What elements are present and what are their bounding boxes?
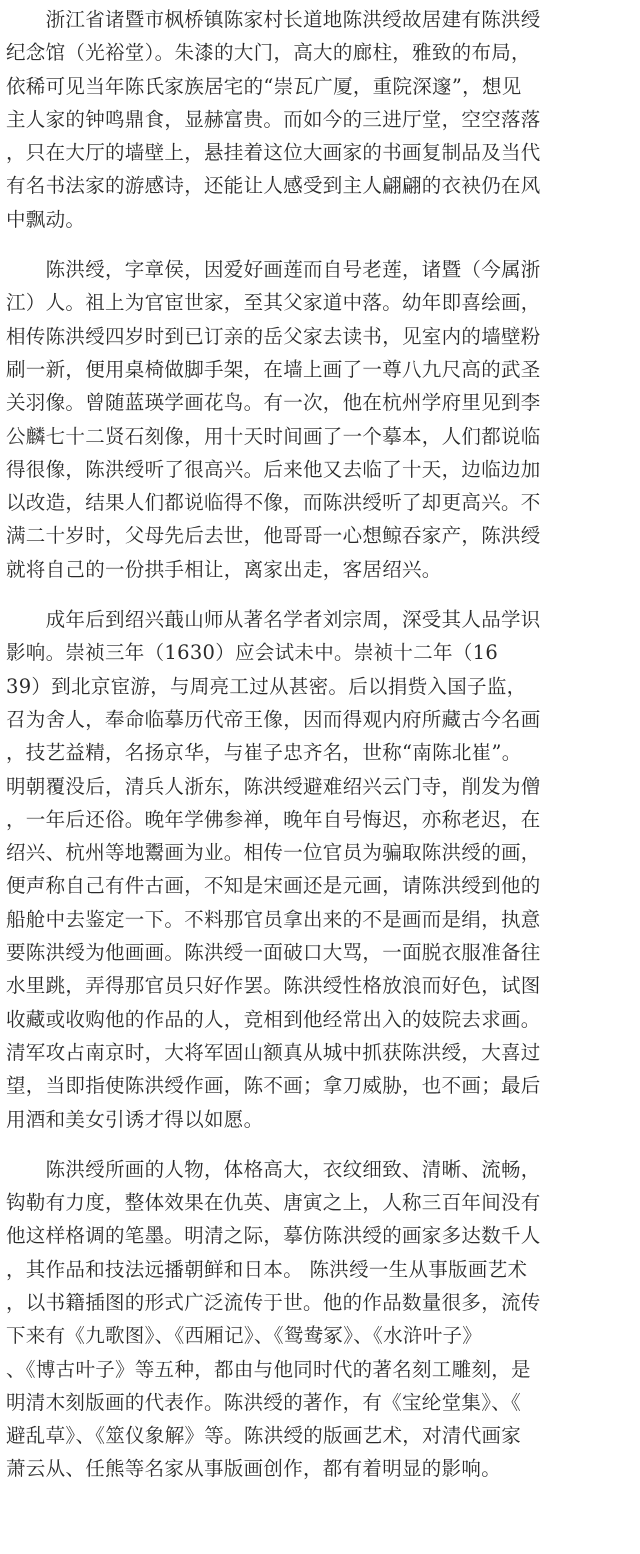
text-line: 清军攻占南京时，大将军固山额真从城中抓获陈洪绶，大喜过 bbox=[6, 1040, 541, 1064]
paragraph-biography bbox=[6, 253, 634, 586]
text-line: 绍兴、杭州等地鬻画为业。相传一位官员为骗取陈洪绶的画， bbox=[6, 841, 541, 865]
text-line: 关羽像。曾随蓝瑛学画花鸟。有一次，他在杭州学府里见到李 bbox=[6, 391, 541, 415]
text-line: 刷一新，便用桌椅做脚手架，在墙上画了一尊八九尺高的武圣 bbox=[6, 357, 541, 381]
text-line: 纪念馆（光裕堂）。朱漆的大门，高大的廊柱，雅致的布局， bbox=[6, 41, 531, 65]
text-line: 望，当即指使陈洪绶作画，陈不画；拿刀威胁，也不画；最后 bbox=[6, 1074, 541, 1098]
text-line: 中飘动。 bbox=[6, 207, 86, 231]
text-line: ，以书籍插图的形式广泛流传于世。他的作品数量很多，流传 bbox=[6, 1290, 541, 1314]
text-line: 钩勒有力度，整体效果在仇英、唐寅之上，人称三百年间没有 bbox=[6, 1191, 541, 1215]
text-line: 水里跳，弄得那官员只好作罢。陈洪绶性格放浪而好色，试图 bbox=[6, 974, 541, 998]
text-line: 便声称自己有件古画，不知是宋画还是元画，请陈洪绶到他的 bbox=[6, 874, 541, 898]
text-line: 下来有《九歌图》、《西厢记》、《鸳鸯冢》、《水浒叶子》 bbox=[6, 1324, 483, 1348]
text-line: 浙江省诸暨市枫桥镇陈家村长道地陈洪绶故居建有陈洪绶 bbox=[6, 8, 541, 31]
text-line: 成年后到绍兴蕺山师从著名学者刘宗周，深受其人品学识 bbox=[6, 608, 541, 632]
text-line: 有名书法家的游感诗，还能让人感受到主人翩翩的衣袂仍在风 bbox=[6, 174, 541, 198]
text-line: 影响。崇祯三年（1630）应会试未中。崇祯十二年（16 bbox=[6, 641, 499, 665]
text-line: 萧云从、任熊等名家从事版画创作，都有着明显的影响。 bbox=[6, 1457, 502, 1481]
text-line: 满二十岁时，父母先后去世，他哥哥一心想鲸吞家产，陈洪绶 bbox=[6, 524, 541, 548]
text-line: 就将自己的一份拱手相让，离家出走，客居绍兴。 bbox=[6, 557, 442, 581]
text-line: 相传陈洪绶四岁时到已订亲的岳父家去读书，见室内的墙壁粉 bbox=[6, 324, 541, 348]
text-line: 陈洪绶，字章侯，因爱好画莲而自号老莲，诸暨（今属浙 bbox=[6, 258, 541, 282]
text-line: 江）人。祖上为官宦世家，至其父家道中落。幼年即喜绘画， bbox=[6, 291, 541, 315]
text-line: 船舱中去鉴定一下。不料那官员拿出来的不是画而是绢，执意 bbox=[6, 907, 541, 931]
text-line: 用酒和美女引诱才得以如愿。 bbox=[6, 1107, 264, 1131]
paragraph-intro bbox=[6, 0, 634, 236]
paragraph-legacy bbox=[6, 1153, 634, 1486]
text-line: 避乱草》、《筮仪象解》等。陈洪绶的版画艺术，对清代画家 bbox=[6, 1424, 522, 1448]
paragraph-career bbox=[6, 603, 634, 1136]
text-line: 主人家的钟鸣鼎食，显赫富贵。而如今的三进厅堂，空空落落 bbox=[6, 107, 541, 131]
text-line: 依稀可见当年陈氏家族居宅的“崇瓦广厦，重院深邃”，想见 bbox=[6, 74, 522, 98]
text-line: 公麟七十二贤石刻像，用十天时间画了一个摹本，人们都说临 bbox=[6, 424, 541, 448]
text-line: ，其作品和技法远播朝鲜和日本。 陈洪绶一生从事版画艺术 bbox=[6, 1257, 528, 1281]
text-line: 以改造，结果人们都说临得不像，而陈洪绶听了却更高兴。不 bbox=[6, 491, 541, 515]
text-line: 39）到北京宦游，与周亮工过从甚密。后以捐赀入国子监， bbox=[6, 674, 527, 698]
text-line: ，技艺益精，名扬京华，与崔子忠齐名，世称“南陈北崔”。 bbox=[6, 741, 522, 765]
text-line: 得很像，陈洪绶听了很高兴。后来他又去临了十天，边临边加 bbox=[6, 457, 541, 481]
text-line: ，一年后还俗。晚年学佛参禅，晚年自号悔迟，亦称老迟，在 bbox=[6, 807, 541, 831]
text-line: 他这样格调的笔墨。明清之际，摹仿陈洪绶的画家多达数千人 bbox=[6, 1224, 541, 1248]
text-line: 收藏或收购他的作品的人，竞相到他经常出入的妓院去求画。 bbox=[6, 1007, 541, 1031]
text-line: 明清木刻版画的代表作。陈洪绶的著作，有《宝纶堂集》、《 bbox=[6, 1390, 522, 1414]
text-line: 、《博古叶子》等五种，都由与他同时代的著名刻工雕刻，是 bbox=[6, 1357, 531, 1381]
text-line: 要陈洪绶为他画画。陈洪绶一面破口大骂，一面脱衣服准备往 bbox=[6, 941, 541, 965]
text-line: ，只在大厅的墙壁上，悬挂着这位大画家的书画复制品及当代 bbox=[6, 141, 541, 165]
text-line: 召为舍人，奉命临摹历代帝王像，因而得观内府所藏古今名画 bbox=[6, 707, 541, 731]
article-body bbox=[6, 0, 634, 1503]
text-line: 明朝覆没后，清兵人浙东，陈洪绶避难绍兴云门寺，削发为僧 bbox=[6, 774, 541, 798]
text-line: 陈洪绶所画的人物，体格高大，衣纹细致、清晰、流畅， bbox=[6, 1157, 541, 1181]
